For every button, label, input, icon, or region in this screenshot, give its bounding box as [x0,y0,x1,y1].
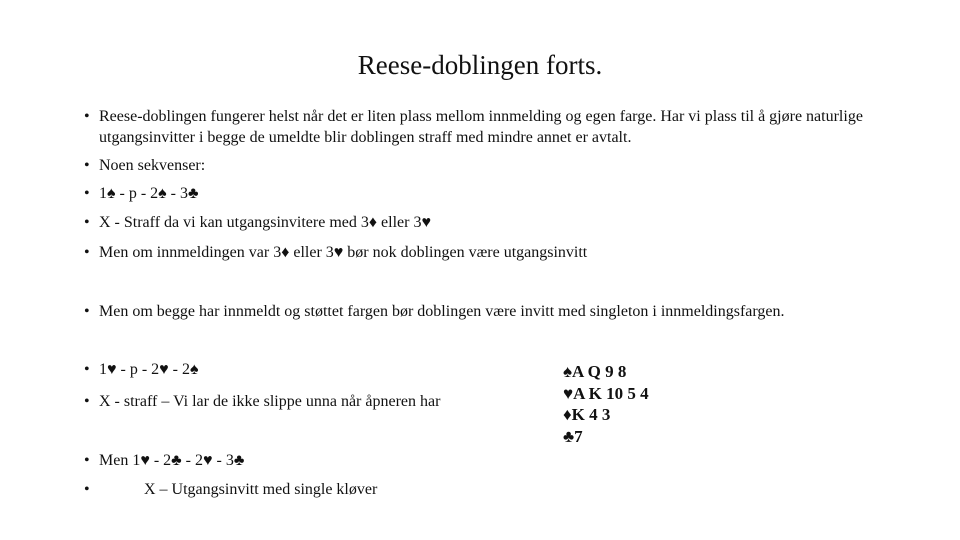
bullet-item [84,301,785,322]
bullet-marker: • [84,452,90,469]
bullet-text: Reese-doblingen fungerer helst når det er liten plass mellom innmelding og egen farge. Har vi plass til å gjøre naturlige utgangsinvitter i begge de umeldte blir doblingen straff med mindre annet er avtalt. [99,108,863,146]
bullet-text: Men 1♥ - 2♣ - 2♥ - 3♣ [99,452,245,469]
page-title: Reese-doblingen forts. [357,50,603,80]
bullet-marker: • [84,157,90,174]
bullet-item [84,155,205,176]
bullet-text: Men om begge har innmeldt og støttet fargen bør doblingen være invitt med singleton i innmeldingsfargen. [99,303,785,320]
bullet-marker: • [84,108,90,125]
bridge-hand [563,361,649,447]
hand-clubs: ♣7 [563,426,583,446]
bullet-text: 1♠ - p - 2♠ - 3♣ [99,185,199,202]
hand-diamonds: ♦K 4 3 [563,405,611,424]
bullet-marker: • [84,361,90,378]
bullet-marker: • [84,393,90,410]
bullet-item [84,212,431,233]
bullet-item [84,479,377,500]
bullet-text: X - Straff da vi kan utgangsinvitere med 3♦ eller 3♥ [99,214,431,231]
bullet-marker: • [84,185,90,202]
bullet-marker: • [84,214,90,231]
bullet-marker: • [84,244,90,261]
bullet-item [84,106,904,148]
bullet-marker: • [84,303,90,320]
hand-hearts: ♥A K 10 5 4 [563,383,649,403]
bullet-text: Men om innmeldingen var 3♦ eller 3♥ bør nok doblingen være utgangsinvitt [99,244,588,261]
bullet-item [84,183,198,204]
bullet-text: X – Utgangsinvitt med single kløver [144,481,378,498]
bullet-item [84,391,440,412]
bullet-item [84,242,587,263]
bullet-item [84,359,198,380]
hand-spades: ♠A Q 9 8 [563,362,627,381]
bullet-item [84,450,244,471]
bullet-text: 1♥ - p - 2♥ - 2♠ [99,361,199,378]
bullet-marker: • [84,481,90,498]
bullet-text: Noen sekvenser: [99,157,206,174]
bullet-text: X - straff – Vi lar de ikke slippe unna når åpneren har [99,393,441,410]
